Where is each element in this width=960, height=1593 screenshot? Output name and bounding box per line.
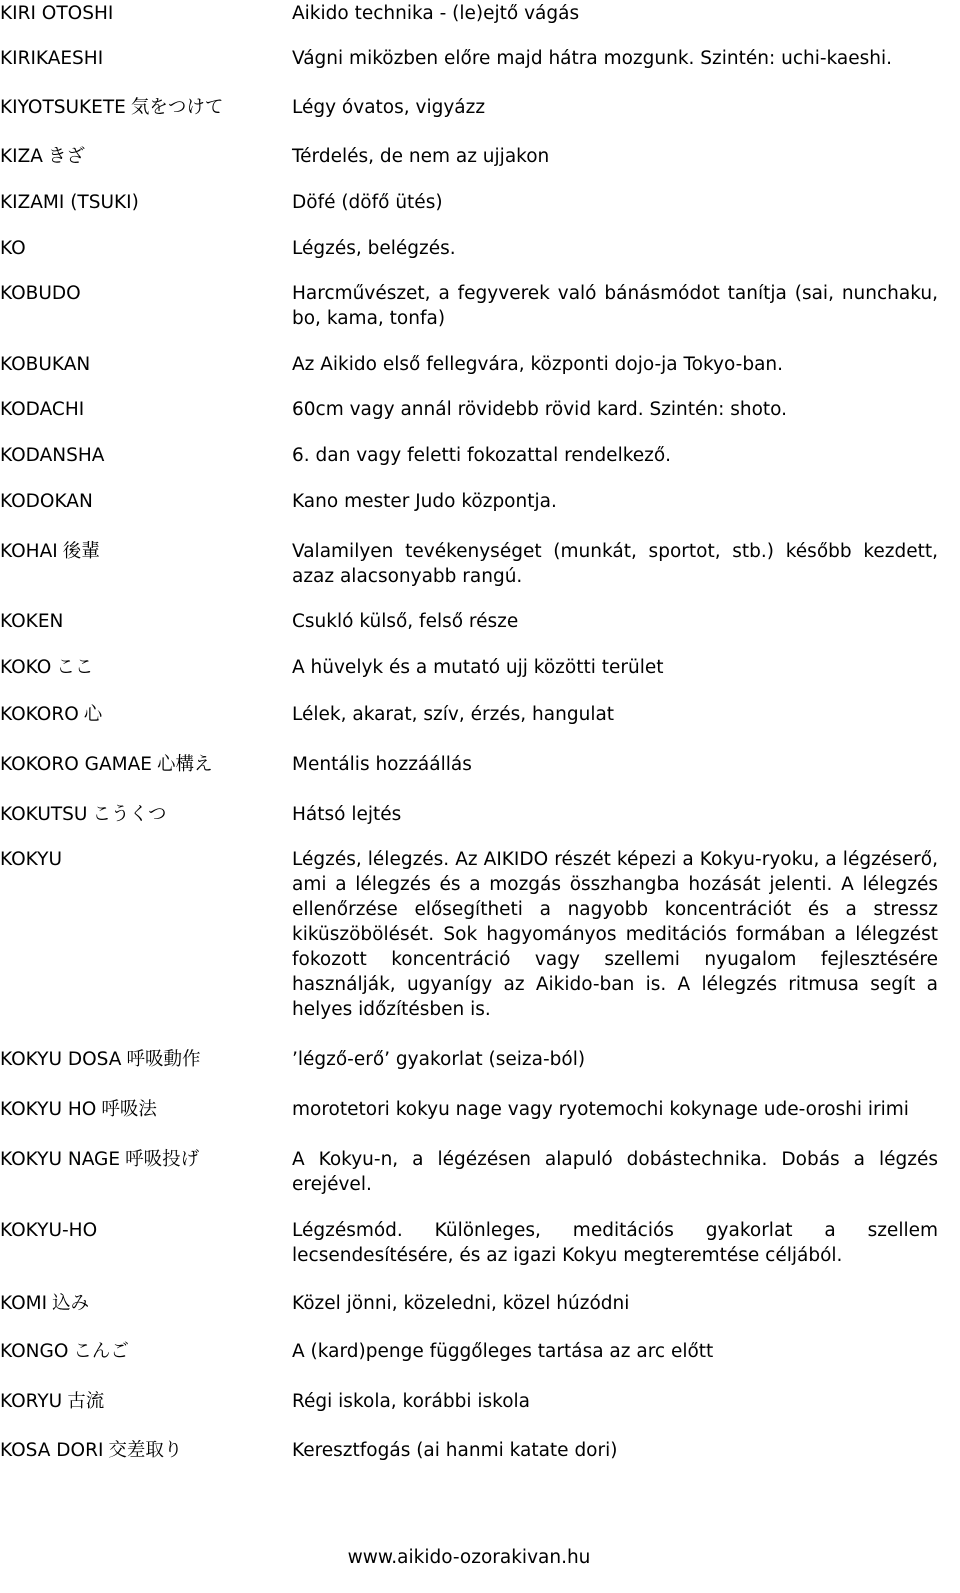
entry-definition: A hüvelyk és a mutató ujj közötti terület	[292, 657, 664, 678]
entry-term	[0, 1438, 285, 1463]
term-romaji: KIZA	[0, 146, 43, 167]
entry-term	[0, 236, 285, 261]
entry-definition: Hátsó lejtés	[292, 804, 402, 825]
entry-term	[0, 190, 285, 215]
term-japanese: こんご	[73, 1341, 129, 1362]
entry-definition: Légzésmód. Különleges, meditációs gyakorlat a szellem lecsendesítésére, és az igazi Kokyu megteremtése céljából.	[292, 1220, 938, 1266]
entry-definition: Harcművészet, a fegyverek való bánásmódot tanítja (sai, nunchaku, bo, kama, tonfa)	[292, 283, 938, 329]
term-romaji: KONGO	[0, 1341, 69, 1362]
term-romaji: KOKYU NAGE	[0, 1149, 121, 1170]
term-japanese: 気をつけて	[130, 97, 224, 118]
entry-term	[0, 1389, 285, 1414]
term-romaji: KOKYU HO	[0, 1099, 97, 1120]
entry-definition: 6. dan vagy feletti fokozattal rendelkező.	[292, 445, 672, 466]
entry-definition: Vágni miközben előre majd hátra mozgunk. Szintén: uchi-kaeshi.	[292, 48, 893, 69]
term-japanese: 心	[83, 704, 103, 725]
entry-term	[0, 1097, 285, 1122]
entry-term	[0, 1339, 285, 1364]
term-japanese: 込み	[52, 1293, 90, 1314]
entry-term	[0, 1047, 285, 1072]
term-japanese: 呼吸法	[101, 1099, 157, 1120]
entry-term	[0, 609, 285, 634]
entry-definition: A Kokyu-n, a légézésen alapuló dobástechnika. Dobás a légzés erejével.	[292, 1149, 938, 1195]
entry-term	[0, 46, 285, 71]
entry-term	[0, 352, 285, 377]
entry-definition: Közel jönni, közeledni, közel húzódni	[292, 1293, 630, 1314]
entry-term	[0, 847, 285, 872]
term-japanese: 呼吸動作	[126, 1049, 201, 1070]
entry-term	[0, 752, 285, 777]
term-romaji: KOBUDO	[0, 283, 81, 304]
entry-term	[0, 655, 285, 680]
entry-term	[0, 702, 285, 727]
term-romaji: KODANSHA	[0, 445, 105, 466]
term-romaji: KOKYU	[0, 849, 62, 870]
entry-definition: Valamilyen tevékenységet (munkát, sportot, stb.) később kezdett, azaz alacsonyabb rangú.	[292, 541, 938, 587]
entry-term	[0, 397, 285, 422]
term-japanese: ここ	[56, 657, 94, 678]
term-romaji: KOKORO	[0, 704, 79, 725]
entry-term	[0, 1218, 285, 1243]
term-romaji: KIRIKAESHI	[0, 48, 104, 69]
entry-term	[0, 144, 285, 169]
term-romaji: KO	[0, 238, 26, 259]
entry-definition: Légy óvatos, vigyázz	[292, 97, 486, 118]
entry-definition: Lélek, akarat, szív, érzés, hangulat	[292, 704, 615, 725]
entry-definition: morotetori kokyu nage vagy ryotemochi kokynage ude-oroshi irimi	[292, 1099, 909, 1120]
entry-term	[0, 281, 285, 306]
entry-definition: Mentális hozzáállás	[292, 754, 472, 775]
entry-definition: Légzés, lélegzés. Az AIKIDO részét képezi a Kokyu-ryoku, a légzéserő, ami a lélegzés és a mozgás összhangba hozását jelenti. A lélegzés ellenőrzése elősegítheti a nagyobb koncentrációt és a stressz kiküszöbölését. Sok hagyományos meditációs formában a lélegzést fokozott koncentráció vagy szellemi nyugalom fejlesztésére használják, ugyanígy az Aikido-ban is. A lélegzés ritmusa segít a helyes időzítésben is.	[292, 849, 938, 1020]
term-romaji: KOSA DORI	[0, 1440, 104, 1461]
term-romaji: KOKO	[0, 657, 52, 678]
entry-definition: Légzés, belégzés.	[292, 238, 456, 259]
term-romaji: KIRI OTOSHI	[0, 3, 114, 24]
entry-definition: Az Aikido első fellegvára, központi dojo-ja Tokyo-ban.	[292, 354, 784, 375]
term-japanese: 後輩	[62, 541, 100, 562]
term-japanese: こうくつ	[92, 804, 167, 825]
entry-definition: A (kard)penge függőleges tartása az arc előtt	[292, 1341, 714, 1362]
term-romaji: KODOKAN	[0, 491, 93, 512]
term-romaji: KOHAI	[0, 541, 58, 562]
term-romaji: KOKYU DOSA	[0, 1049, 122, 1070]
term-romaji: KOKEN	[0, 611, 64, 632]
term-japanese: 古流	[67, 1391, 105, 1412]
entry-definition: ’légző-erő’ gyakorlat (seiza-ból)	[292, 1049, 586, 1070]
entry-definition: Keresztfogás (ai hanmi katate dori)	[292, 1440, 618, 1461]
term-romaji: KODACHI	[0, 399, 85, 420]
entry-definition: Régi iskola, korábbi iskola	[292, 1391, 531, 1412]
entry-term	[0, 1, 285, 26]
term-japanese: 心構え	[156, 754, 213, 775]
term-romaji: KIYOTSUKETE	[0, 97, 126, 118]
term-romaji: KOKUTSU	[0, 804, 88, 825]
entry-definition: 60cm vagy annál rövidebb rövid kard. Szintén: shoto.	[292, 399, 788, 420]
term-japanese: きざ	[47, 146, 85, 167]
entry-term	[0, 1147, 285, 1172]
term-romaji: KORYU	[0, 1391, 63, 1412]
entry-definition: Döfé (döfő ütés)	[292, 192, 443, 213]
entry-definition: Csukló külső, felső része	[292, 611, 519, 632]
entry-term	[0, 95, 285, 120]
entry-definition: Kano mester Judo központja.	[292, 491, 557, 512]
term-romaji: KOKYU-HO	[0, 1220, 98, 1241]
term-romaji: KIZAMI (TSUKI)	[0, 192, 139, 213]
entry-term	[0, 802, 285, 827]
term-romaji: KOKORO GAMAE	[0, 754, 152, 775]
page-footer-url: www.aikido-ozorakivan.hu	[347, 1547, 591, 1568]
entry-term	[0, 539, 285, 564]
entry-term	[0, 443, 285, 468]
entry-term	[0, 1291, 285, 1316]
term-romaji: KOBUKAN	[0, 354, 91, 375]
term-japanese: 交差取り	[108, 1440, 183, 1461]
entry-definition: Aikido technika - (le)ejtő vágás	[292, 3, 580, 24]
term-japanese: 呼吸投げ	[125, 1149, 200, 1170]
term-romaji: KOMI	[0, 1293, 48, 1314]
entry-definition: Térdelés, de nem az ujjakon	[292, 146, 550, 167]
entry-term	[0, 489, 285, 514]
